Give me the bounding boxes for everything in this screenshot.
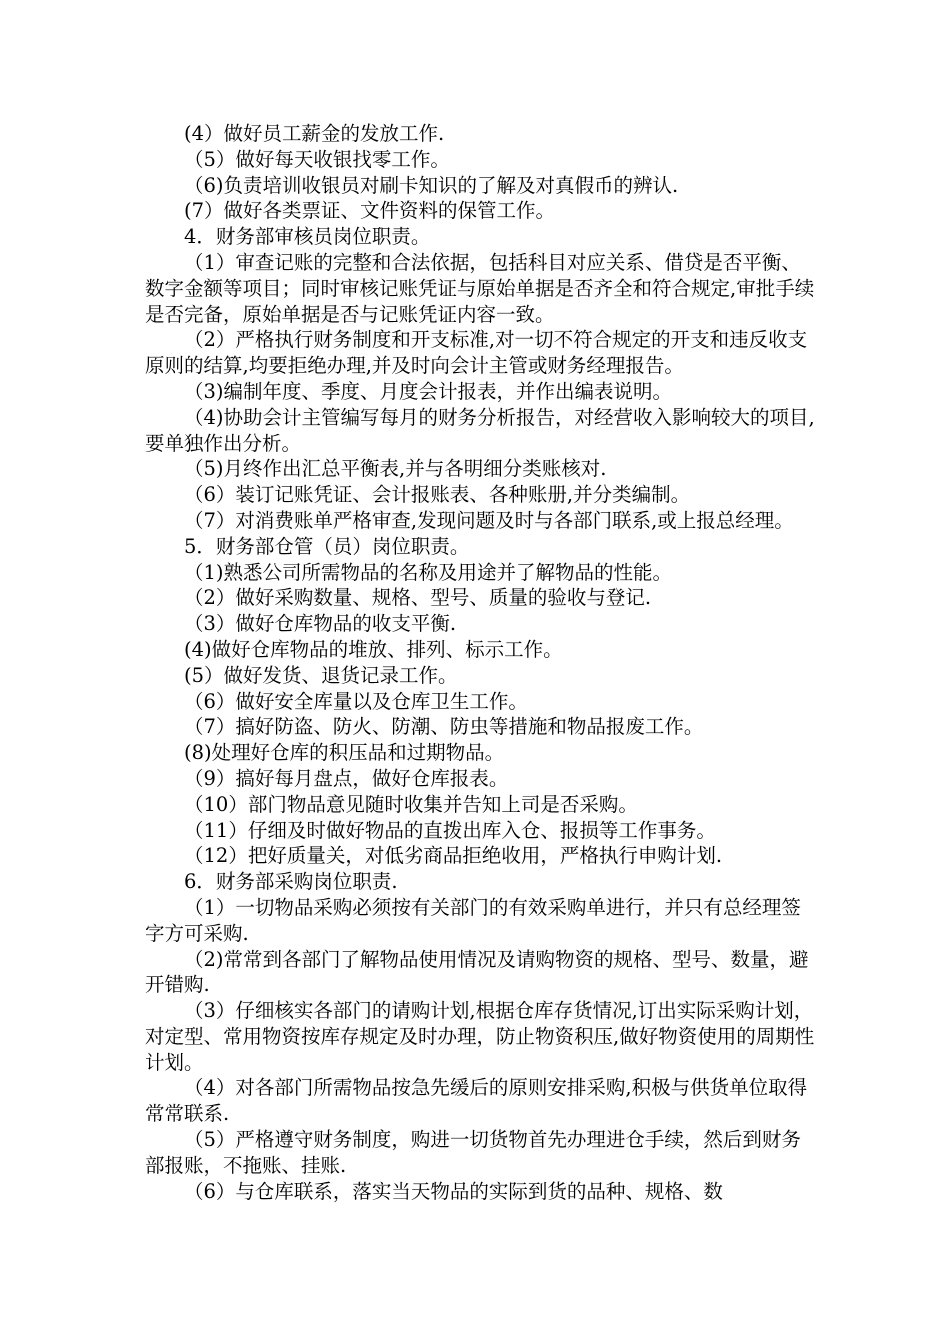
paragraph: （12）把好质量关，对低劣商品拒绝收用，严格执行申购计划. — [184, 844, 723, 868]
paragraph: （5）严格遵守财务制度，购进一切货物首先办理进仓手续，然后到财务部报账，不拖账、挂账. — [145, 1128, 801, 1177]
paragraph: （6）做好安全库量以及仓库卫生工作。 — [184, 689, 528, 713]
paragraph: （5)月终作出汇总平衡表,并与各明细分类账核对. — [184, 457, 607, 481]
paragraph: (4)做好仓库物品的堆放、排列、标示工作。 — [184, 637, 563, 661]
paragraph: （1）一切物品采购必须按有关部门的有效采购单进行，并只有总经理签字方可采购. — [145, 895, 801, 945]
paragraph: （9）搞好每月盘点，做好仓库报表。 — [184, 766, 509, 790]
paragraph: (5）做好发货、退货记录工作。 — [184, 663, 458, 687]
paragraph: （10）部门物品意见随时收集并告知上司是否采购。 — [184, 792, 638, 816]
paragraph: （6）与仓库联系，落实当天物品的实际到货的品种、规格、数 — [184, 1179, 723, 1203]
paragraph: (7）做好各类票证、文件资料的保管工作。 — [184, 199, 556, 223]
paragraph: （6）装订记账凭证、会计报账表、各种账册,并分类编制。 — [184, 483, 691, 507]
paragraph: (4）做好员工薪金的发放工作. — [184, 122, 445, 145]
paragraph: （5）做好每天收银找零工作。 — [184, 147, 450, 171]
paragraph: （2）严格执行财务制度和开支标准,对一切不符合规定的开支和违反收支原则的结算,均要拒绝办理,并及时向会计主管或财务经理报告。 — [145, 328, 808, 378]
paragraph: （4）对各部门所需物品按急先缓后的原则安排采购,积极与供货单位取得常常联系. — [145, 1076, 808, 1126]
paragraph: （6)负责培训收银员对刷卡知识的了解及对真假币的辨认. — [184, 173, 679, 197]
paragraph: （2）做好采购数量、规格、型号、质量的验收与登记. — [184, 586, 652, 610]
paragraph: （11）仔细及时做好物品的直拨出库入仓、报损等工作事务。 — [184, 818, 716, 842]
paragraph: 4．财务部审核员岗位职责。 — [184, 225, 431, 249]
paragraph: （1）审查记账的完整和合法依据，包括科目对应关系、借贷是否平衡、数字金额等项目；同时审核记账凭证与原始单据是否齐全和符合规定,审批手续是否完备，原始单据是否与记账凭证内容一致。 — [145, 250, 815, 326]
paragraph: (8)处理好仓库的积压品和过期物品。 — [184, 741, 505, 765]
paragraph: （4)协助会计主管编写每月的财务分析报告，对经营收入影响较大的项目,要单独作出分析。 — [145, 405, 815, 455]
document-body — [145, 121, 815, 1204]
paragraph: 5．财务部仓管（员）岗位职责。 — [184, 534, 470, 558]
paragraph: （7）搞好防盗、防火、防潮、防虫等措施和物品报废工作。 — [184, 715, 704, 739]
paragraph: 6．财务部采购岗位职责. — [184, 870, 398, 894]
paragraph: （1)熟悉公司所需物品的名称及用途并了解物品的性能。 — [184, 560, 673, 584]
paragraph: （7）对消费账单严格审查,发现问题及时与各部门联系,或上报总经理。 — [184, 508, 794, 532]
paragraph: （3）仔细核实各部门的请购计划,根据仓库存货情况,订出实际采购计划，对定型、常用物资按库存规定及时办理，防止物资积压,做好物资使用的周期性计划。 — [145, 999, 815, 1074]
paragraph: （3）做好仓库物品的收支平衡. — [184, 612, 457, 636]
paragraph: （3)编制年度、季度、月度会计报表，并作出编表说明。 — [184, 379, 673, 403]
paragraph: （2)常常到各部门了解物品使用情况及请购物资的规格、型号、数量，避开错购. — [145, 947, 809, 997]
